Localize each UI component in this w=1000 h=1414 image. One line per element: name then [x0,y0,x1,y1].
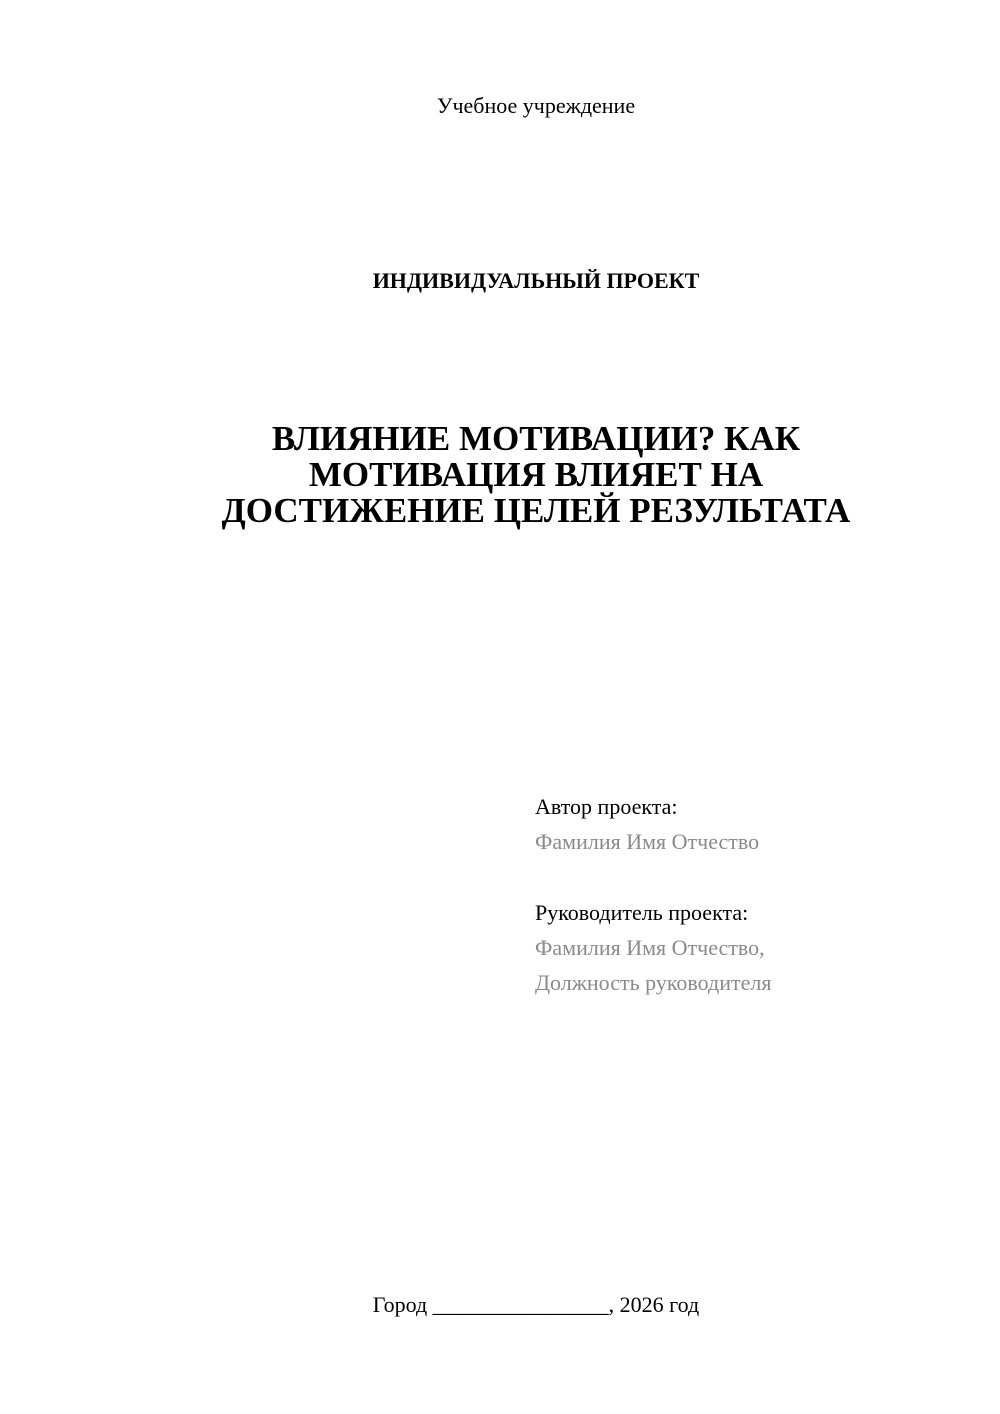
city-year-line: Город ________________, 2026 год [372,1292,700,1317]
project-title-line: ДОСТИЖЕНИЕ ЦЕЛЕЙ РЕЗУЛЬТАТА [221,491,851,530]
project-credits [535,789,975,1000]
project-title [0,421,1000,529]
author-label: Автор проекта: [535,794,678,819]
supervisor-name: Фамилия Имя Отчество, [535,935,765,960]
supervisor-position: Должность руководителя [535,970,772,995]
project-title-line: ВЛИЯНИЕ МОТИВАЦИИ? КАК [271,419,801,458]
credits-spacer [535,859,975,895]
author-name: Фамилия Имя Отчество [535,829,760,854]
supervisor-label: Руководитель проекта: [535,900,749,925]
document-type: ИНДИВИДУАЛЬНЫЙ ПРОЕКТ [372,268,700,293]
institution-name: Учебное учреждение [436,93,636,118]
project-title-line: МОТИВАЦИЯ ВЛИЯЕТ НА [308,455,764,494]
